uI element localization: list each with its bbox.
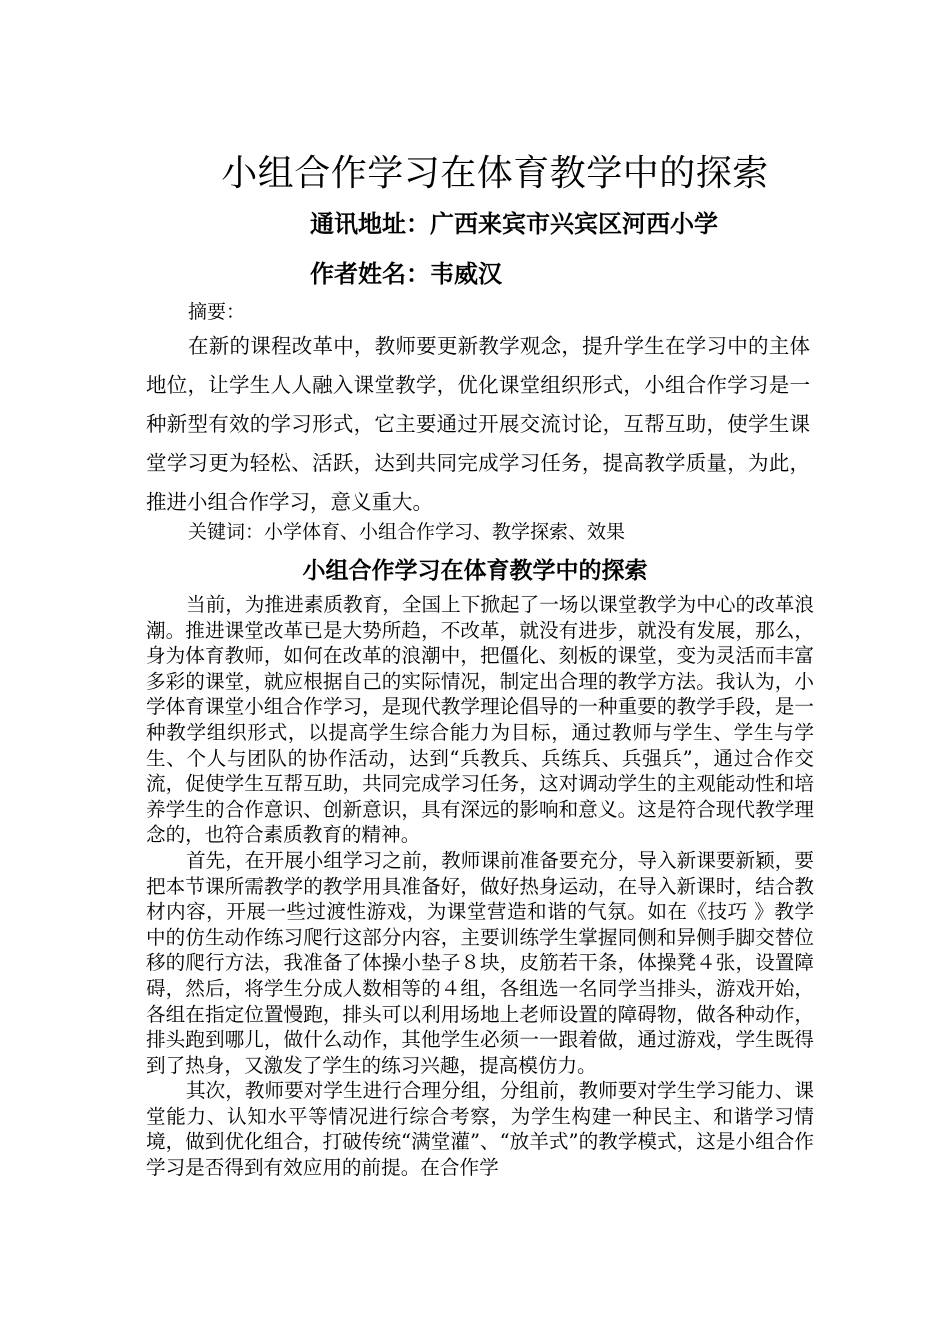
abstract-text: 在新的课程改革中，教师要更新教学观念，提升学生在学习中的主体地位，让学生人人融入课堂教学，优化课堂组织形式，小组合作学习是一种新型有效的学习形式，它主要通过开展交流讨论，互帮互助，使学生课堂学习更为轻松、活跃，达到共同完成学习任务，提高教学质量，为此，推进小组合作学习，意义重大。 — [146, 334, 810, 514]
section-title: 小组合作学习在体育教学中的探索 — [302, 558, 648, 584]
author-address: 通讯地址：广西来宾市兴宾区河西小学 — [310, 209, 718, 238]
document-title: 小组合作学习在体育教学中的探索 — [221, 153, 769, 194]
keywords: 关键词：小学体育、小组合作学习、教学探索、效果 — [188, 521, 626, 543]
abstract-label: 摘要： — [188, 301, 246, 323]
body-paragraph: 其次，教师要对学生进行合理分组，分组前，教师要对学生学习能力、课堂能力、认知水平等情况进行综合考察，为学生构建一种民主、和谐学习情境，做到优化组合，打破传统“满堂灌”、“放羊式”的教学模式，这是小组合作学习是否得到有效应用的前提。在合作学 — [146, 1079, 814, 1180]
body-paragraph: 首先，在开展小组学习之前，教师课前准备要充分，导入新课要新颖，要把本节课所需教学的教学用具准备好，做好热身运动，在导入新课时，结合教材内容，开展一些过渡性游戏，为课堂营造和谐的气氛。如在《技巧 》教学中的仿生动作练习爬行这部分内容，主要训练学生掌握同侧和异侧手脚交替位移的爬行方法，我准备了体操小垫子８块，皮筋若干条，体操凳４张，设置障碍，然后，将学生分成人数相等的４组，各组选一名同学当排头，游戏开始，各组在指定位置慢跑，排头可以利用场地上老师设置的障碍物，做各种动作，排头跑到哪儿，做什么动作，其他学生必须一一跟着做，通过游戏，学生既得到了热身，又激发了学生的练习兴趣，提高模仿力。 — [146, 848, 814, 1077]
body-paragraph: 当前，为推进素质教育，全国上下掀起了一场以课堂教学为中心的改革浪潮。推进课堂改革已是大势所趋，不改革，就没有进步，就没有发展，那么，身为体育教师，如何在改革的浪潮中，把僵化、刻板的课堂，变为灵活而丰富多彩的课堂，就应根据自己的实际情况，制定出合理的教学方法。我认为，小学体育课堂小组合作学习，是现代教学理论倡导的一种重要的教学手段，是一种教学组织形式，以提高学生综合能力为目标，通过教师与学生、学生与学生、个人与团队的协作活动，达到“兵教兵、兵练兵、兵强兵”，通过合作交流，促使学生互帮互助，共同完成学习任务，这对调动学生的主观能动性和培养学生的合作意识、创新意识，具有深远的影响和意义。这是符合现代教学理念的，也符合素质教育的精神。 — [146, 593, 814, 847]
author-name: 作者姓名：韦威汉 — [310, 259, 502, 288]
body-text — [146, 592, 814, 1181]
